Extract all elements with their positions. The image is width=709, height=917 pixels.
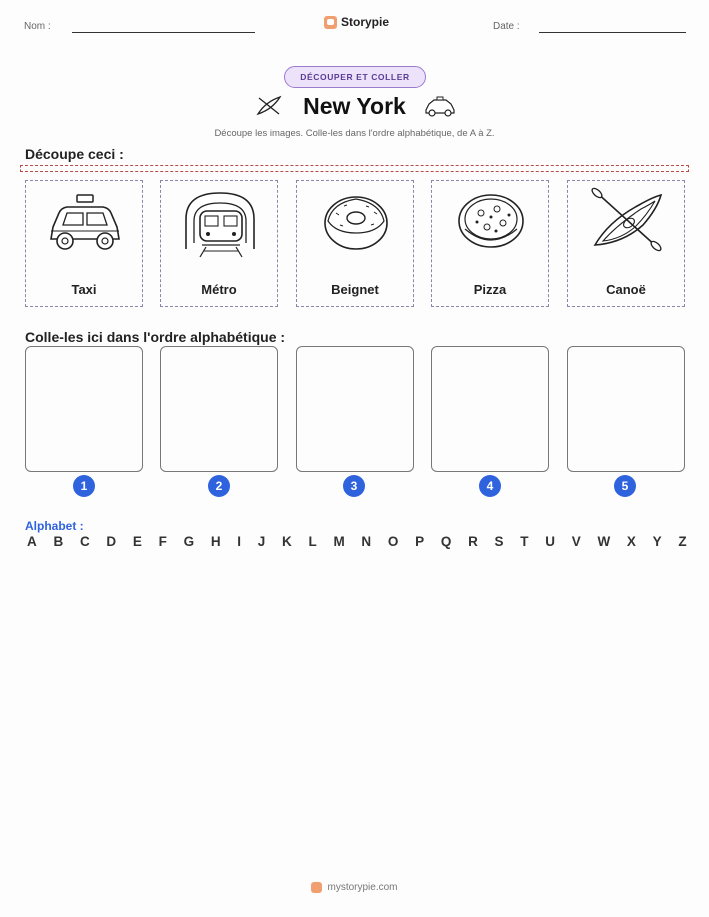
alphabet-letter: T bbox=[520, 534, 529, 549]
alphabet-letter: E bbox=[132, 534, 142, 549]
number-badge-4: 4 bbox=[479, 475, 501, 497]
alphabet-letter: G bbox=[183, 534, 195, 549]
number-badge-3: 3 bbox=[343, 475, 365, 497]
alphabet-letter: C bbox=[79, 534, 90, 549]
alphabet-letter: D bbox=[106, 534, 117, 549]
number-badge-5: 5 bbox=[614, 475, 636, 497]
card-label: Beignet bbox=[331, 282, 379, 297]
alphabet-letter: Q bbox=[440, 534, 452, 549]
paste-box-5[interactable] bbox=[567, 346, 685, 472]
cut-heading: Découpe ceci : bbox=[25, 146, 124, 162]
cut-line bbox=[20, 165, 689, 172]
alphabet-letter: P bbox=[415, 534, 425, 549]
alphabet-letter: B bbox=[53, 534, 64, 549]
metro-train-icon bbox=[180, 187, 260, 259]
paste-heading: Colle-les ici dans l'ordre alphabétique : bbox=[25, 329, 286, 345]
alphabet-letter: U bbox=[545, 534, 555, 549]
alphabet-letter: M bbox=[333, 534, 345, 549]
cut-card-taxi[interactable] bbox=[25, 180, 143, 307]
alphabet-letter: L bbox=[308, 534, 317, 549]
paste-box-1[interactable] bbox=[25, 346, 143, 472]
cut-card-pizza[interactable] bbox=[431, 180, 549, 307]
alphabet-letter: H bbox=[210, 534, 221, 549]
card-label: Pizza bbox=[473, 282, 507, 297]
cut-card-metro[interactable] bbox=[160, 180, 278, 307]
alphabet-letter: I bbox=[237, 534, 242, 549]
alphabet-letter: A bbox=[27, 534, 37, 549]
canoe-icon bbox=[587, 187, 667, 257]
storypie-footer-logo-icon bbox=[311, 882, 322, 893]
activity-badge: DÉCOUPER ET COLLER bbox=[284, 66, 426, 88]
alphabet-row bbox=[27, 534, 687, 549]
card-label: Métro bbox=[201, 282, 237, 297]
alphabet-letter: W bbox=[597, 534, 611, 549]
donut-icon bbox=[316, 187, 396, 257]
brand-logo bbox=[324, 15, 389, 29]
alphabet-letter: S bbox=[494, 534, 504, 549]
number-badge-1: 1 bbox=[73, 475, 95, 497]
paste-box-3[interactable] bbox=[296, 346, 414, 472]
footer bbox=[0, 882, 709, 893]
alphabet-letter: Z bbox=[678, 534, 687, 549]
alphabet-letter: R bbox=[468, 534, 478, 549]
date-label: Date : bbox=[493, 21, 520, 32]
taxi-icon bbox=[45, 187, 125, 257]
paste-box-2[interactable] bbox=[160, 346, 278, 472]
page-title: New York bbox=[303, 93, 406, 119]
instructions: Découpe les images. Colle-les dans l'ordre alphabétique, de A à Z. bbox=[214, 128, 495, 139]
alphabet-letter: V bbox=[571, 534, 581, 549]
alphabet-letter: Y bbox=[652, 534, 662, 549]
alphabet-letter: K bbox=[282, 534, 292, 549]
cut-card-canoe[interactable] bbox=[567, 180, 685, 307]
footer-site[interactable]: mystorypie.com bbox=[327, 882, 398, 893]
alphabet-label: Alphabet : bbox=[25, 519, 84, 533]
number-badge-2: 2 bbox=[208, 475, 230, 497]
pizza-icon bbox=[451, 187, 531, 257]
card-label: Canoë bbox=[606, 282, 646, 297]
brand-name: Storypie bbox=[341, 15, 390, 29]
alphabet-letter: F bbox=[158, 534, 167, 549]
name-line bbox=[72, 32, 255, 33]
card-label: Taxi bbox=[71, 282, 97, 297]
alphabet-letter: X bbox=[626, 534, 636, 549]
cut-card-beignet[interactable] bbox=[296, 180, 414, 307]
alphabet-letter: O bbox=[387, 534, 399, 549]
alphabet-letter: N bbox=[361, 534, 372, 549]
alphabet-letter: J bbox=[257, 534, 266, 549]
name-label: Nom : bbox=[24, 21, 51, 32]
taxi-title-icon bbox=[423, 96, 457, 118]
storypie-logo-icon bbox=[324, 16, 337, 29]
date-line bbox=[539, 32, 686, 33]
paste-box-4[interactable] bbox=[431, 346, 549, 472]
